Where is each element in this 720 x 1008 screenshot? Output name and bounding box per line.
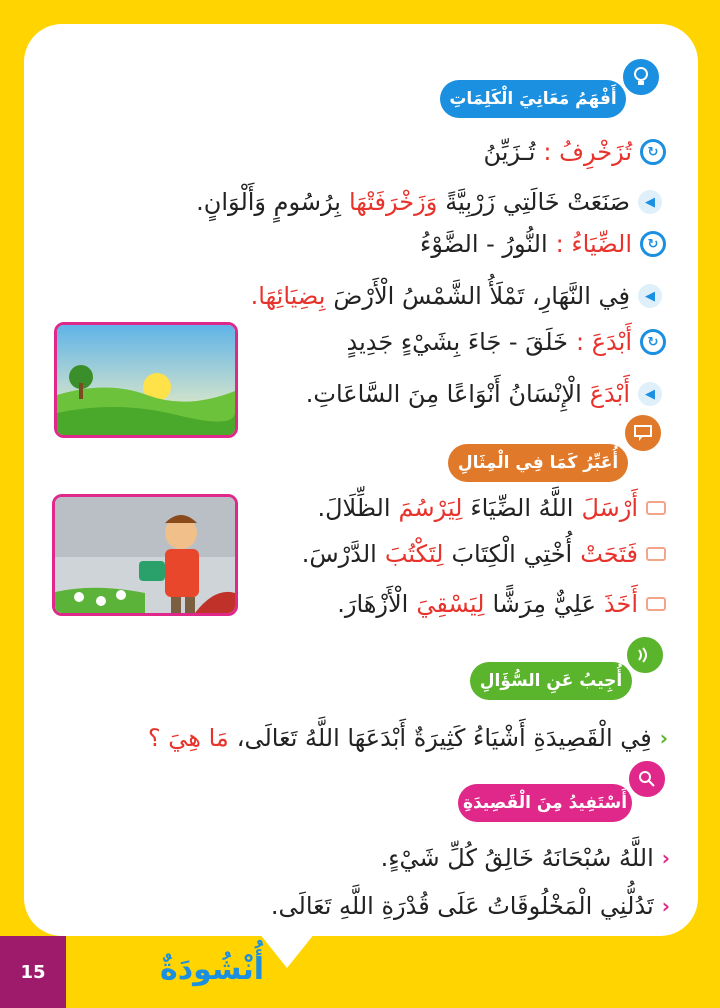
vocab-example-3 [306, 380, 662, 408]
vocab-example-2 [251, 282, 662, 310]
vocab-section-header: أَفْهَمُ مَعَانِيَ الْكَلِمَاتِ [440, 80, 626, 118]
refresh-icon: ↻ [640, 329, 666, 355]
vocab-word-1 [484, 138, 667, 166]
sunrise-picture [54, 322, 238, 438]
arrow-icon: ◀ [638, 382, 662, 406]
vocab-term: تُزَخْرِفُ : [543, 138, 632, 166]
express-text: اللَّهُ الضِّيَاءَ [470, 494, 574, 522]
express-verb: أَرْسَلَ [581, 494, 638, 522]
express-purpose: لِيَسْقِيَ [416, 590, 485, 618]
example-text: فِي النَّهَارِ، تَمْلَأُ الشَّمْسُ الْأَرْضَ [333, 282, 630, 310]
express-text: أُخْتِي الْكِتَابَ [451, 540, 573, 568]
express-text: الْأَزْهَارَ. [337, 590, 409, 618]
arrow-icon: ◀ [638, 284, 662, 308]
example-highlight: أَبْدَعَ [589, 380, 630, 408]
sound-icon [624, 634, 666, 676]
page-number: 15 [0, 936, 66, 1008]
vocab-example-1 [196, 188, 662, 216]
benefit-section-header: أَسْتَفِيدُ مِنَ الْقَصِيدَةِ [458, 784, 632, 822]
example-text: بِرُسُومٍ وَأَلْوَانٍ. [196, 188, 341, 216]
arrow-icon: ◀ [638, 190, 662, 214]
vocab-meaning: تُـزَيِّنُ [483, 138, 536, 166]
question-line [148, 724, 668, 752]
benefit-line-1 [381, 844, 670, 872]
vocab-meaning: خَلَقَ - جَاءَ بِشَيْءٍ جَدِيدٍ [346, 328, 569, 356]
express-text: الظِّلَالَ. [317, 494, 391, 522]
express-line-1 [317, 494, 666, 522]
benefit-text: تَدُلُّنِي الْمَخْلُوقَاتُ عَلَى قُدْرَةِ اللَّهِ تَعَالَى. [270, 892, 654, 920]
express-purpose: لِيَرْسُمَ [398, 494, 463, 522]
vocab-term: أَبْدَعَ : [576, 328, 632, 356]
express-section-header: أُعَبِّرُ كَمَا فِي الْمِثَالِ [448, 444, 628, 482]
vocab-term: الضِّيَاءُ : [555, 230, 632, 258]
express-verb: فَتَحَتْ [580, 540, 638, 568]
magnifier-icon [626, 758, 668, 800]
chevron-icon: ‹ [661, 846, 670, 870]
example-highlight: وَزَخْرَفَتْهَا [348, 188, 438, 216]
question-highlight: مَا هِيَ ؟ [147, 724, 229, 752]
speech-bubble-icon [622, 412, 664, 454]
example-text: الْإِنْسَانُ أَنْوَاعًا مِنَ السَّاعَاتِ. [305, 380, 582, 408]
express-text: الدَّرْسَ. [301, 540, 377, 568]
express-verb: أَخَذَ [603, 590, 638, 618]
question-text: فِي الْقَصِيدَةِ أَشْيَاءُ كَثِيرَةٌ أَبْدَعَهَا اللَّهُ تَعَالَى، [236, 724, 652, 752]
refresh-icon: ↻ [640, 139, 666, 165]
vocab-word-3 [347, 328, 666, 356]
benefit-text: اللَّهُ سُبْحَانَهُ خَالِقُ كُلِّ شَيْءٍ. [380, 844, 654, 872]
boy-watering-picture [52, 494, 238, 616]
express-purpose: لِتَكْتُبَ [384, 540, 444, 568]
lightbulb-icon [620, 56, 662, 98]
benefit-line-2 [271, 892, 670, 920]
answer-section-header: أُجِيبُ عَنِ السُّؤَالِ [470, 662, 632, 700]
example-text: صَنَعَتْ خَالَتِي زَرْبِيَّةً [445, 188, 630, 216]
chevron-icon: ‹ [659, 726, 668, 750]
express-line-3 [337, 590, 666, 618]
express-text: عَلِيٌّ مِرَشًّا [492, 590, 596, 618]
refresh-icon: ↻ [640, 231, 666, 257]
book-title: أُنْشُودَةٌ [160, 952, 264, 987]
example-highlight: بِضِيَائِهَا. [250, 282, 326, 310]
card-tail [255, 928, 319, 968]
vocab-word-2 [420, 230, 666, 258]
speech-bubble-icon [646, 547, 666, 561]
express-line-2 [302, 540, 666, 568]
speech-bubble-icon [646, 501, 666, 515]
vocab-meaning: النُّورُ - الضَّوْءُ [420, 230, 548, 258]
chevron-icon: ‹ [661, 894, 670, 918]
speech-bubble-icon [646, 597, 666, 611]
